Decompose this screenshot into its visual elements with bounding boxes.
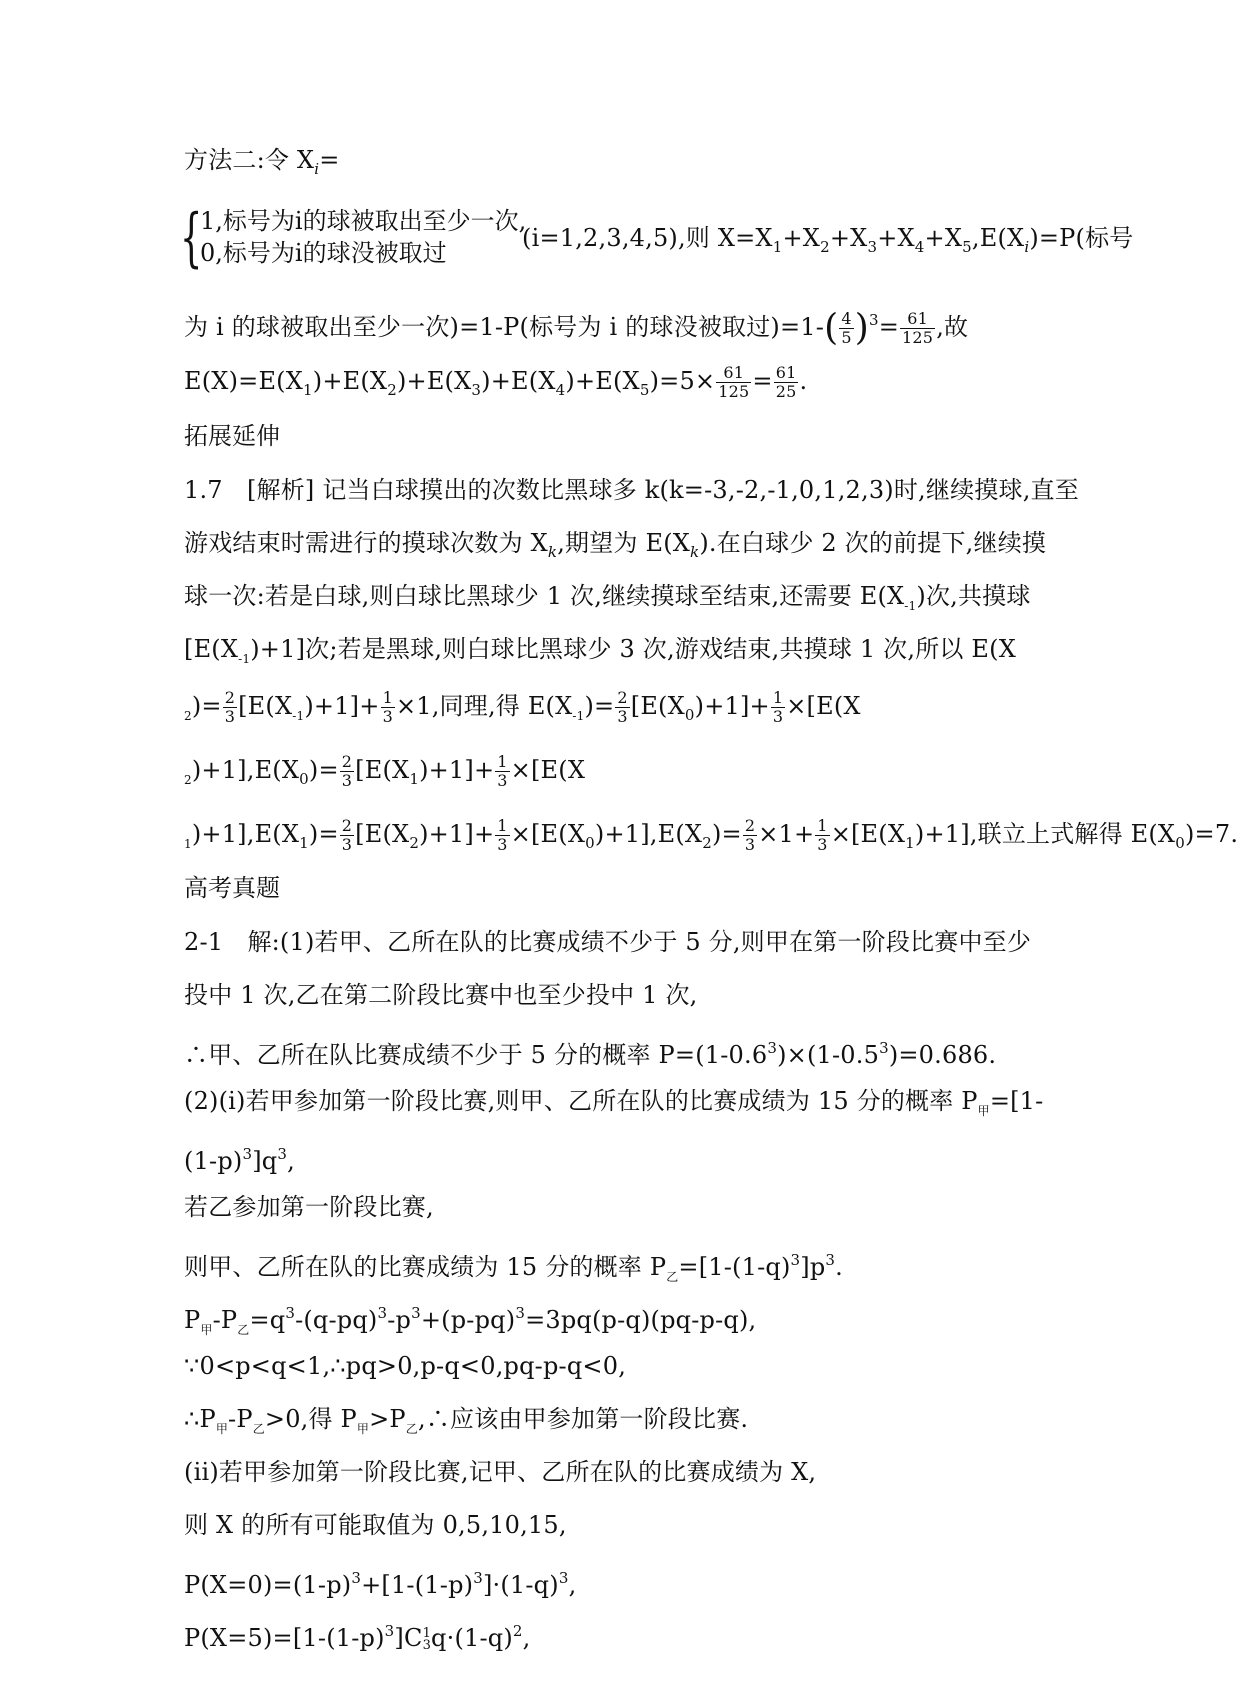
p17-line5: $_2$)= $\frac{2}{3}$ $[E(X_{-1})+1]+$ $\frac{1}{3}$ ×1,同理,得 $E(X_{-1})=$ $\frac{2}{3}$ $[E(X_0)+1]+$ $\frac{1}{3}$ ×[E(X <box>184 688 861 726</box>
p21-line10: $\therefore P_甲-P_乙>0$,得 $P_甲>P_乙,\therefore$应该由甲参加第一阶段比赛. <box>184 1405 749 1436</box>
cases-brace: { <box>180 201 203 275</box>
p17-line7: $_1)+1],E(X_1)=$ $\frac{2}{3}$ $[E(X_2)+1]+$ $\frac{1}{3}$ $\times[E(X_0)+1],E(X_2)=$ $\frac{2}{3}$ ×1+ $\frac{1}{3}$ $\times[E(X_1)+1]$,联立上式解得 $E(X_0)=7$. <box>184 816 1238 854</box>
p21-line4: (2)(i)若甲参加第一阶段比赛,则甲、乙所在队的比赛成绩为 15 分的概率 $P_甲=[1-$ <box>184 1087 1044 1118</box>
p17-line2: 游戏结束时需进行的摸球次数为 $X_k$,期望为 $E(X_k)$.在白球少 2 次的前提下,继续摸 <box>184 529 1047 561</box>
p21-line9: ∵0<p<q<1,∴pq>0,p-q<0,pq-p-q<0, <box>184 1352 627 1380</box>
p21-line2: 投中 1 次,乙在第二阶段比赛中也至少投中 1 次, <box>184 981 698 1009</box>
p21-line5: $(1-p)^3]q^3$, <box>184 1145 295 1175</box>
p21-line1: 2-1 解:(1)若甲、乙所在队的比赛成绩不少于 5 分,则甲在第一阶段比赛中至少 <box>184 928 1032 956</box>
p21-line6: 若乙参加第一阶段比赛, <box>184 1193 434 1221</box>
p21-line7: 则甲、乙所在队的比赛成绩为 15 分的概率 $P_乙=[1-(1-q)^3]p^3$. <box>184 1251 843 1284</box>
p17-line1: 1.7 [解析] 记当白球摸出的次数比黑球多 k(k=-3,-2,-1,0,1,2,3)时,继续摸球,直至 <box>184 476 1079 504</box>
p17-line4: $[E(X_{-1})+1]$次;若是黑球,则白球比黑球少 3 次,游戏结束,共摸球 1 次,所以 E(X <box>184 635 1016 666</box>
method2-line3: 为 i 的球被取出至少一次)=1-P(标号为 i 的球没被取过)=1-( $\frac{4}{5}$ )$^3$= $\frac{61}{125}$ ,故 <box>184 307 969 349</box>
p17-line3: 球一次:若是白球,则白球比黑球少 1 次,继续摸球至结束,还需要 $E(X_{-1})$次,共摸球 <box>184 582 1031 613</box>
method2-cases-tail: (i=1,2,3,4,5),则 $X=X_1+X_2+X_3+X_4+X_5,E(X_i)=P$(标号 <box>522 224 1134 256</box>
method2-line4: $E(X)=E(X_1)+E(X_2)+E(X_3)+E(X_4)+E(X_5)=5\times$ $\frac{61}{125}$ = $\frac{61}{25}$ . <box>184 363 808 401</box>
section-heading-gaokao: 高考真题 <box>184 874 280 902</box>
p21-line8: $P_甲-P_乙=q^3-(q-pq)^3-p^3+(p-pq)^3=3pq(p-q)(pq-p-q)$, <box>184 1304 757 1337</box>
method2-intro: 方法二:令 $X_i=$ <box>184 146 340 178</box>
p21-line3: ∴甲、乙所在队比赛成绩不少于 5 分的概率 $P=(1-0.6^3)\times(1-0.5^3)=0.686$. <box>184 1039 997 1069</box>
p21-line12: 则 X 的所有可能取值为 0,5,10,15, <box>184 1511 567 1539</box>
case-1: 1,标号为i的球被取出至少一次, <box>200 207 527 235</box>
case-0: 0,标号为i的球没被取过 <box>200 239 447 267</box>
p21-line11: (ii)若甲参加第一阶段比赛,记甲、乙所在队的比赛成绩为 X, <box>184 1458 817 1486</box>
p17-line6: $_2)+1],E(X_0)=$ $\frac{2}{3}$ $[E(X_1)+1]+$ $\frac{1}{3}$ ×[E(X <box>184 752 586 790</box>
p21-line14: $P(X=5)=[1-(1-p)^3]C$ 1 3 $q\cdot(1-q)^2$, <box>184 1622 531 1653</box>
section-heading-extension: 拓展延伸 <box>184 422 280 450</box>
p21-line13: $P(X=0)=(1-p)^3+[1-(1-p)^3]\cdot(1-q)^3$, <box>184 1569 577 1599</box>
